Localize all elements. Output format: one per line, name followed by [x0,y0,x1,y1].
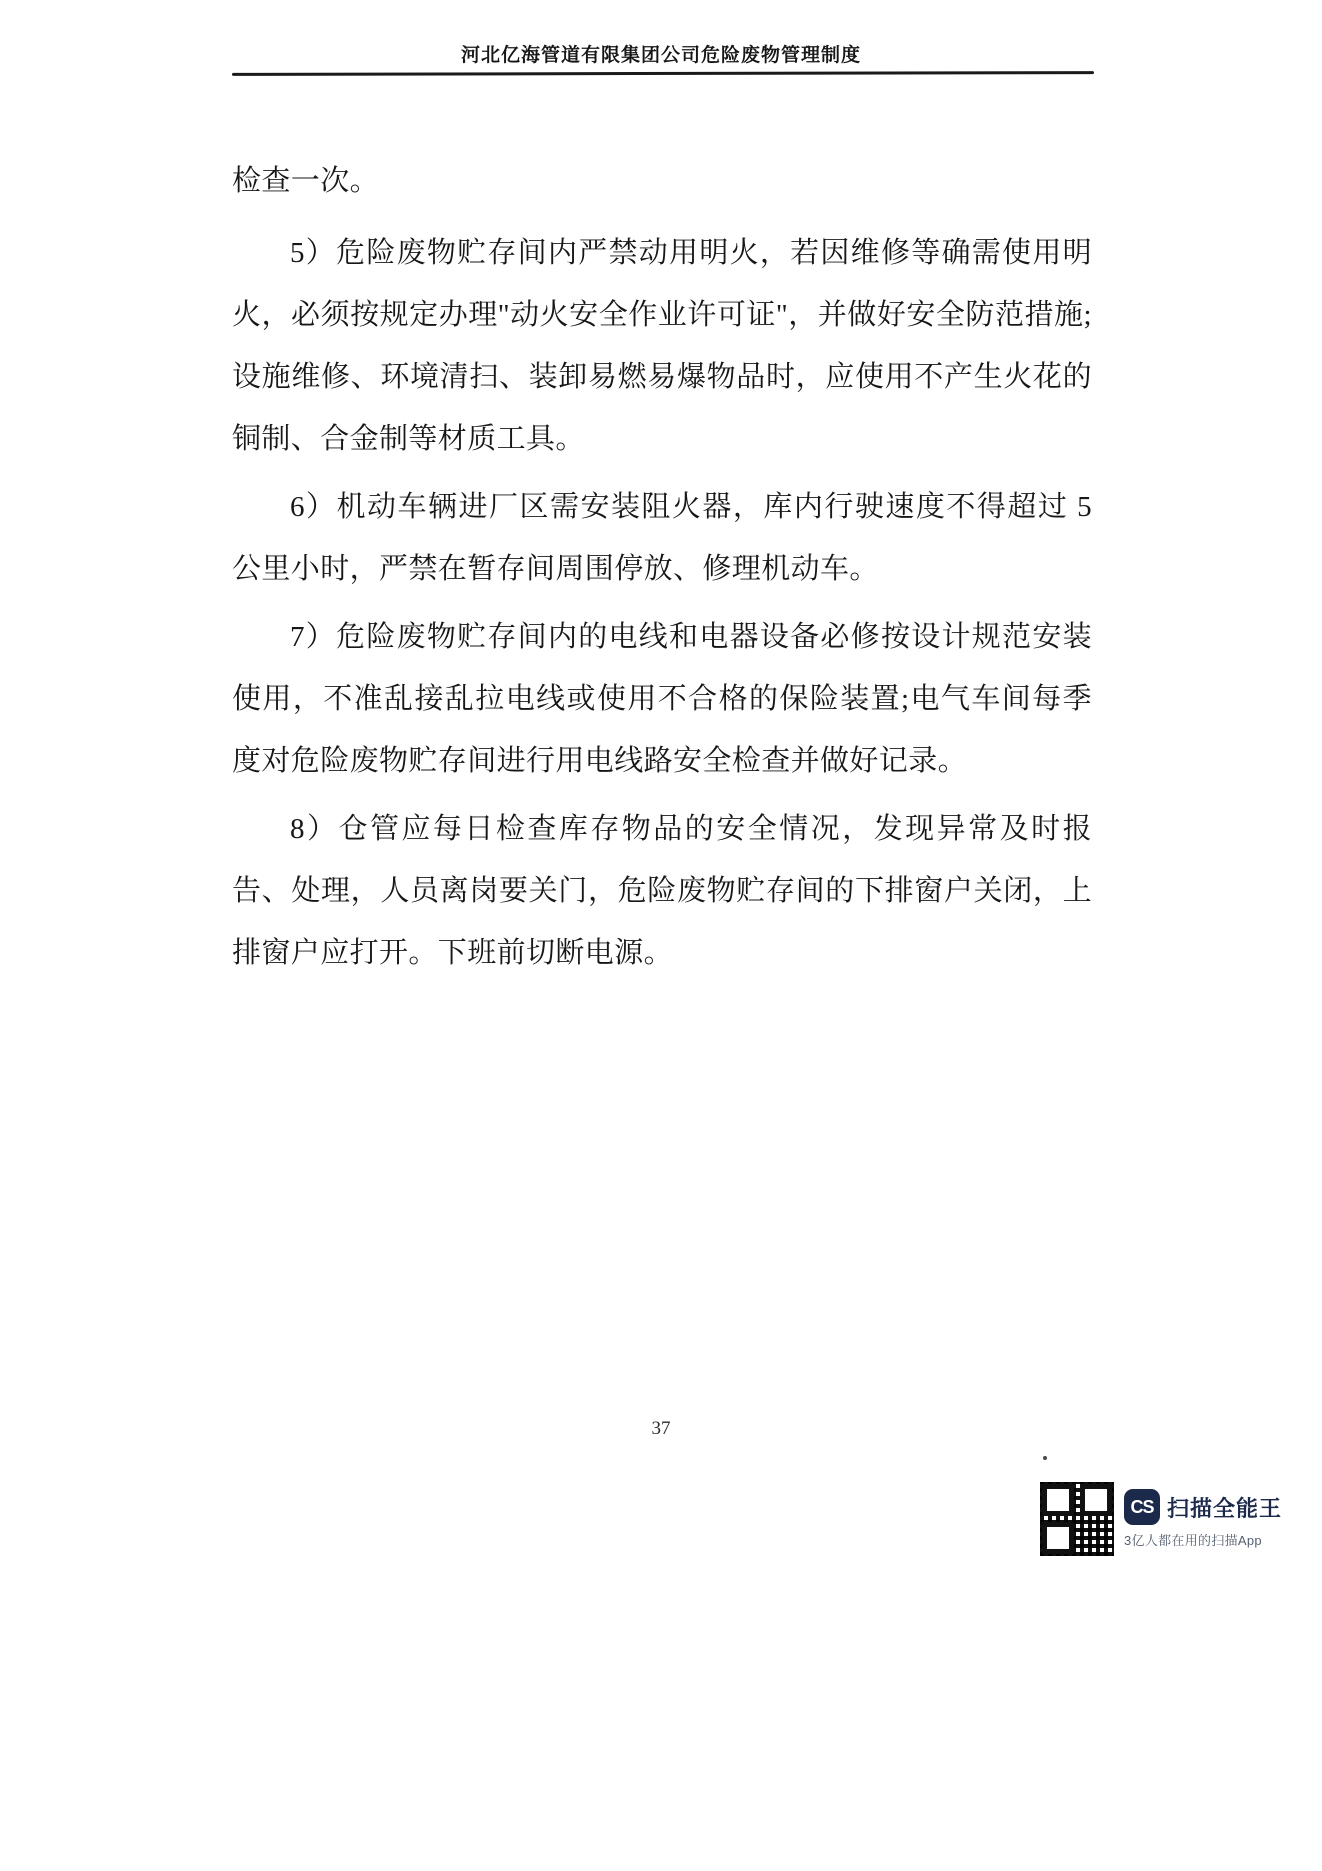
watermark-tagline: 3亿人都在用的扫描App [1124,1533,1262,1548]
header-divider [232,71,1094,76]
qr-code-icon [1040,1482,1114,1556]
paragraph-item-7: 7）危险废物贮存间内的电线和电器设备必修按设计规范安装使用，不准乱接乱拉电线或使用不合格的保险装置;电气车间每季度对危险废物贮存间进行用电线路安全检查并做好记录。 [232,621,1092,777]
page-header [0,40,1322,67]
header-title: 河北亿海管道有限集团公司危险废物管理制度 [460,45,861,66]
scan-speck [1043,1456,1047,1460]
scanner-watermark [1040,1473,1290,1565]
paragraph-item-8: 8）仓管应每日检查库存物品的安全情况，发现异常及时报告、处理，人员离岗要关门，危险废物贮存间的下排窗户关闭，上排窗户应打开。下班前切断电源。 [232,813,1092,969]
page-number: 37 [651,1418,671,1439]
watermark-app-name: 扫描全能王 [1167,1495,1283,1521]
watermark-text-block [1124,1489,1282,1549]
document-body [232,150,1092,990]
camscanner-logo-icon: CS [1124,1489,1160,1525]
paragraph-continuation: 检查一次。 [232,165,380,197]
paragraph-item-6: 6）机动车辆进厂区需安装阻火器，库内行驶速度不得超过 5 公里小时，严禁在暂存间周围停放、修理机动车。 [232,491,1092,585]
paragraph-item-5: 5）危险废物贮存间内严禁动用明火，若因维修等确需使用明火，必须按规定办理"动火安全作业许可证"，并做好安全防范措施;设施维修、环境清扫、装卸易燃易爆物品时，应使用不产生火花的铜制、合金制等材质工具。 [232,237,1092,455]
